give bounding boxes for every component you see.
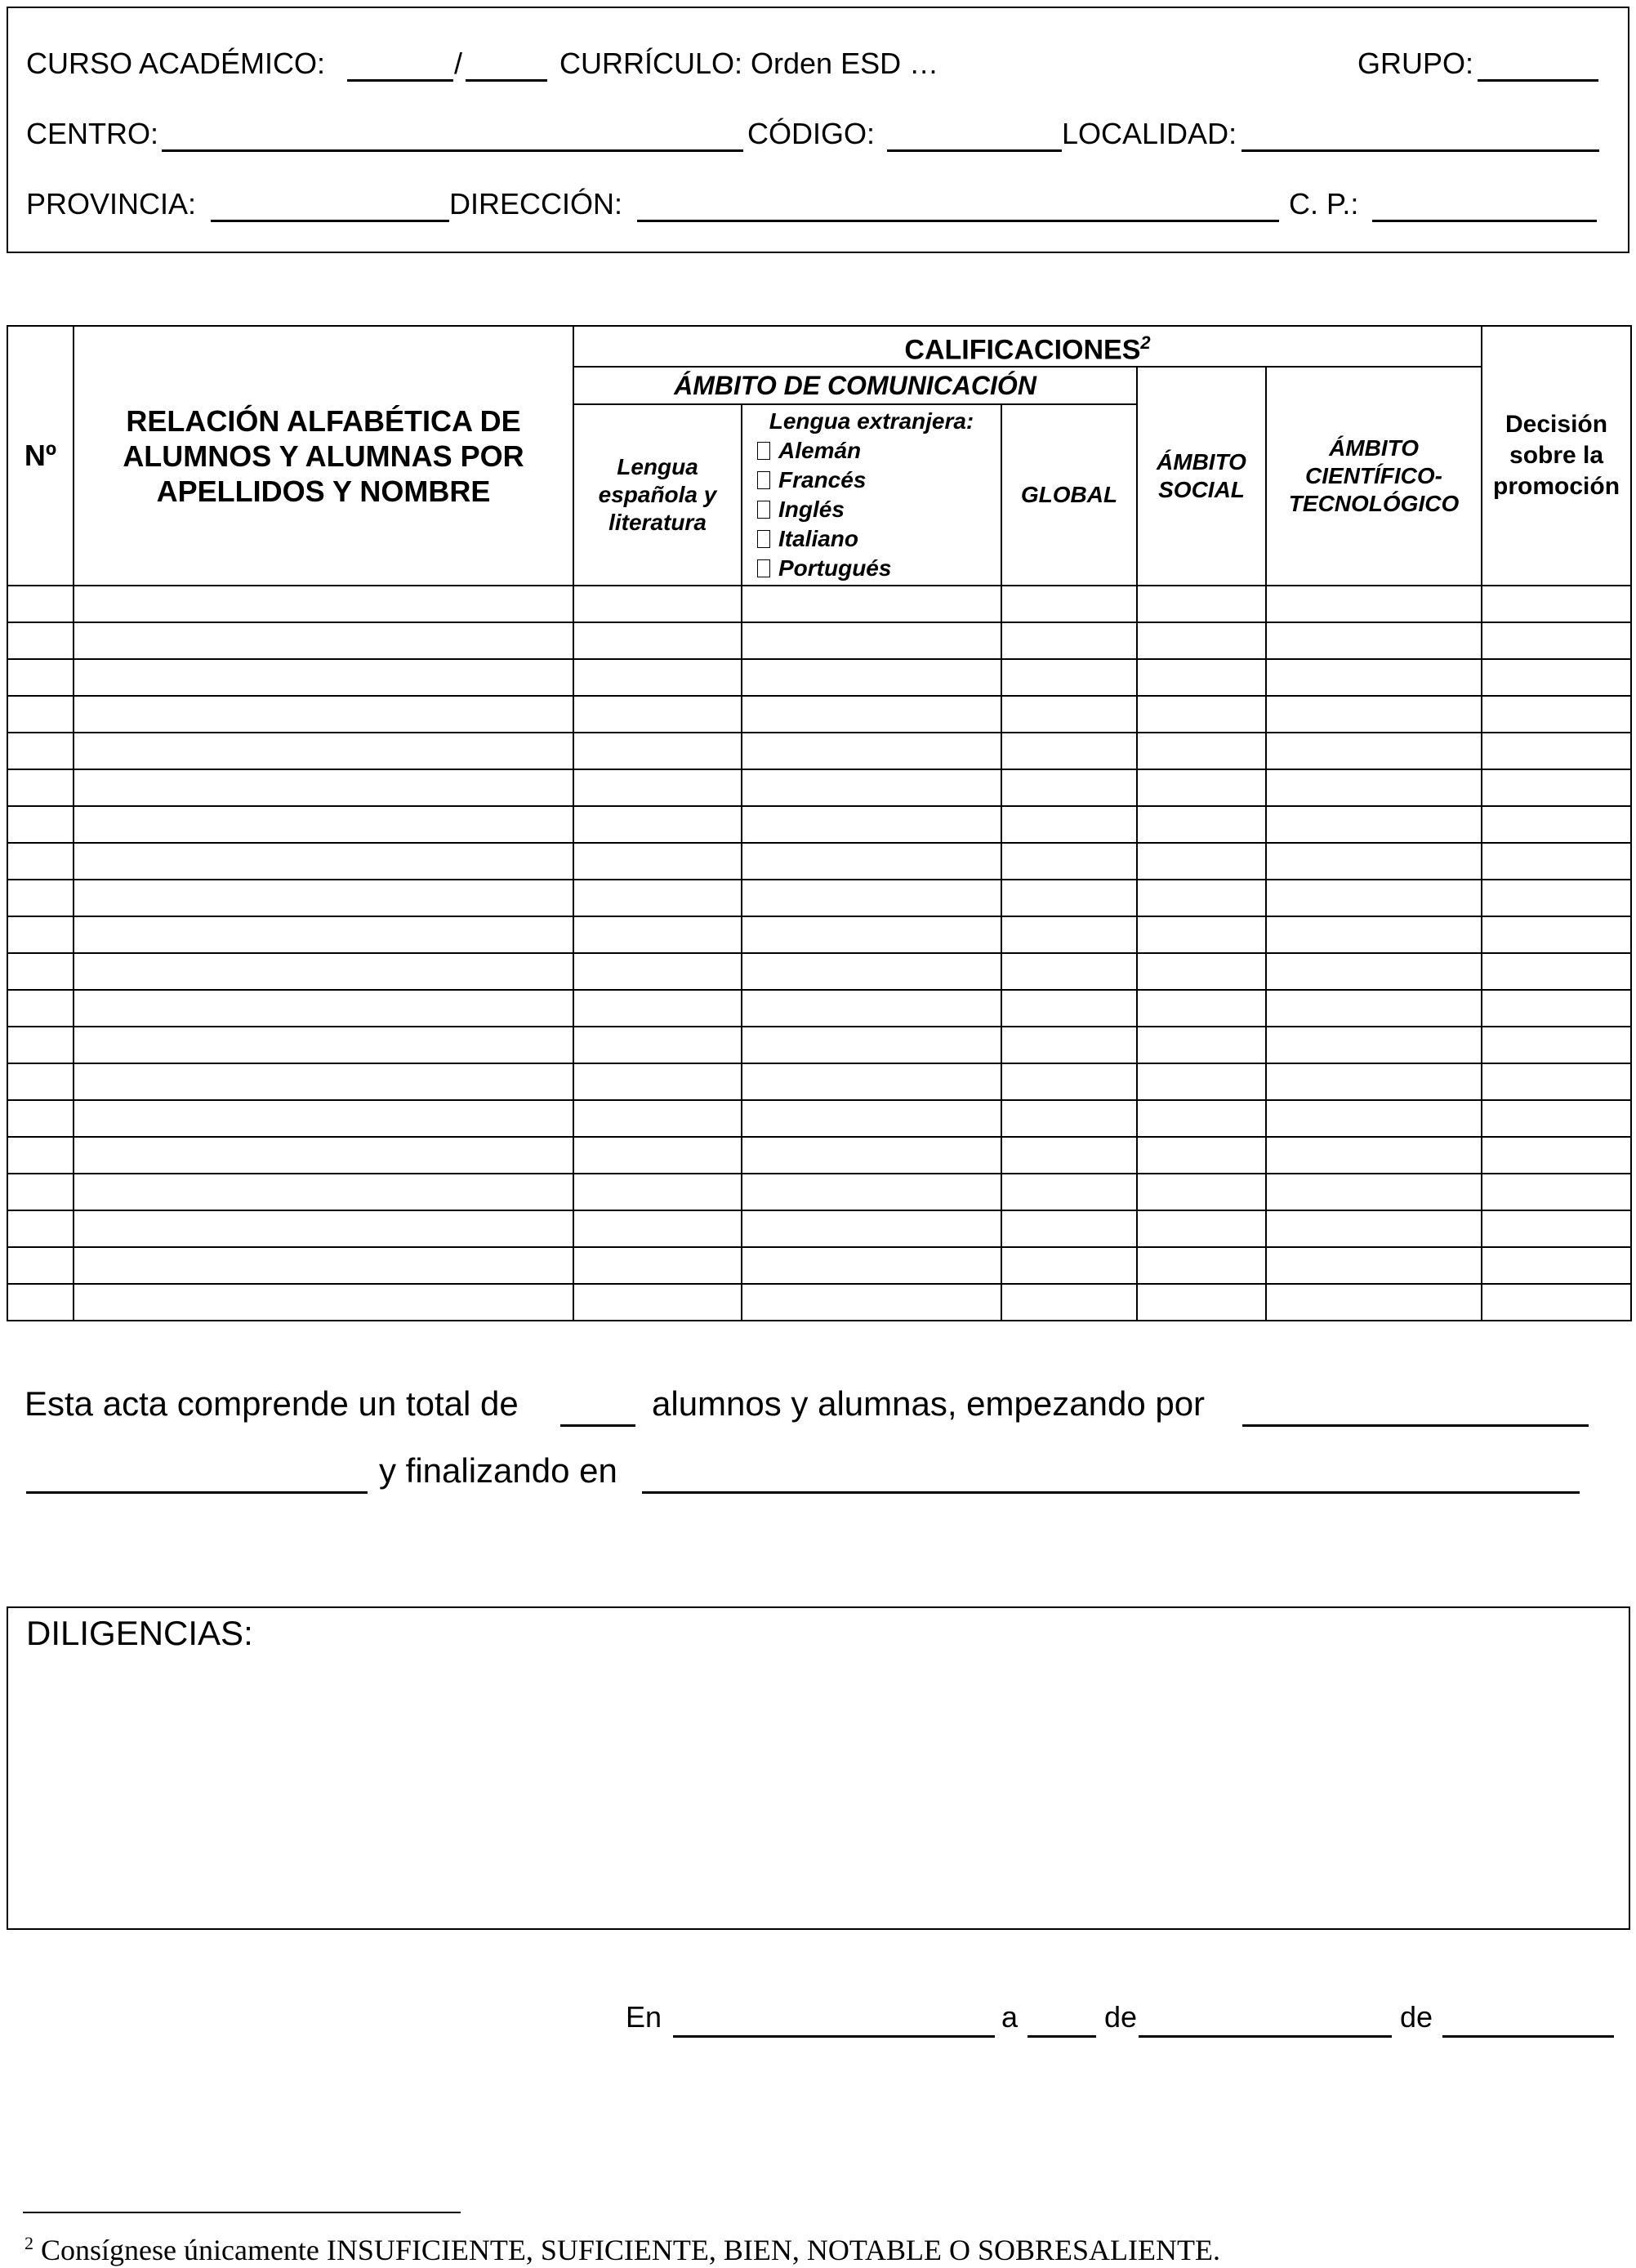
cell-ambito-social[interactable] xyxy=(1137,843,1266,880)
table-row xyxy=(7,1247,1631,1284)
header-global: GLOBAL xyxy=(1001,404,1137,586)
cell-ambito-cientifico[interactable] xyxy=(1266,953,1482,990)
cell-global[interactable] xyxy=(1001,880,1137,916)
curriculo-text: CURRÍCULO: Orden ESD … xyxy=(559,47,939,80)
cell-name[interactable] xyxy=(74,990,573,1027)
calificaciones-label: CALIFICACIONES xyxy=(904,334,1141,366)
header-calificaciones xyxy=(573,326,1482,367)
cell-decision[interactable] xyxy=(1482,806,1631,843)
lang-option-label: Portugués xyxy=(778,555,892,581)
grupo-field[interactable] xyxy=(1478,79,1598,82)
checkbox-icon[interactable] xyxy=(757,530,770,548)
cell-lengua-extranjera[interactable] xyxy=(742,916,1001,953)
header-box xyxy=(7,7,1629,253)
table-row xyxy=(7,659,1631,696)
cell-nro[interactable] xyxy=(7,953,74,990)
cell-lengua-espanola[interactable] xyxy=(573,953,742,990)
cell-lengua-extranjera[interactable] xyxy=(742,1027,1001,1063)
cell-global[interactable] xyxy=(1001,953,1137,990)
cell-lengua-espanola[interactable] xyxy=(573,622,742,659)
provincia-label: PROVINCIA: xyxy=(26,187,197,221)
summary-text-1: Esta acta comprende un total de xyxy=(25,1384,519,1423)
date-a-label: a xyxy=(1001,2000,1019,2034)
lang-option-label: Francés xyxy=(778,467,867,493)
cell-ambito-cientifico[interactable] xyxy=(1266,659,1482,696)
cell-name[interactable] xyxy=(74,953,573,990)
cell-ambito-cientifico[interactable] xyxy=(1266,1027,1482,1063)
cell-lengua-espanola[interactable] xyxy=(573,586,742,622)
cell-lengua-extranjera[interactable] xyxy=(742,586,1001,622)
cell-name[interactable] xyxy=(74,1063,573,1100)
cell-nro[interactable] xyxy=(7,1247,74,1284)
first-student-field[interactable] xyxy=(1242,1424,1589,1427)
footnote-rule xyxy=(23,2212,461,2213)
cell-decision[interactable] xyxy=(1482,696,1631,733)
cell-decision[interactable] xyxy=(1482,1027,1631,1063)
cell-name[interactable] xyxy=(74,696,573,733)
last-student-field[interactable] xyxy=(642,1491,1580,1494)
cell-name[interactable] xyxy=(74,1137,573,1174)
cell-lengua-extranjera[interactable] xyxy=(742,1063,1001,1100)
header-lengua-extranjera xyxy=(742,404,1001,586)
cell-ambito-cientifico[interactable] xyxy=(1266,843,1482,880)
header-nro: Nº xyxy=(7,326,74,586)
cell-ambito-social[interactable] xyxy=(1137,769,1266,806)
summary-line-1b xyxy=(652,1384,1205,1424)
cell-lengua-espanola[interactable] xyxy=(573,1027,742,1063)
table-row xyxy=(7,843,1631,880)
cell-lengua-extranjera[interactable] xyxy=(742,1210,1001,1247)
diligencias-label: DILIGENCIAS: xyxy=(26,1614,253,1652)
cell-lengua-extranjera[interactable] xyxy=(742,1247,1001,1284)
grades-table xyxy=(7,325,1632,1321)
cell-nro[interactable] xyxy=(7,1137,74,1174)
month-field[interactable] xyxy=(1139,2035,1392,2038)
cell-decision[interactable] xyxy=(1482,880,1631,916)
table-row xyxy=(7,1174,1631,1210)
cell-name[interactable] xyxy=(74,1247,573,1284)
cell-global[interactable] xyxy=(1001,990,1137,1027)
grades-body xyxy=(7,586,1631,1321)
header-line-curso xyxy=(8,46,1628,82)
cell-decision[interactable] xyxy=(1482,953,1631,990)
cell-ambito-cientifico[interactable] xyxy=(1266,733,1482,769)
diligencias-box[interactable] xyxy=(7,1606,1630,1930)
cell-nro[interactable] xyxy=(7,1027,74,1063)
year-field[interactable] xyxy=(1442,2035,1614,2038)
curso-label: CURSO ACADÉMICO: xyxy=(26,47,326,80)
cell-name[interactable] xyxy=(74,769,573,806)
cell-global[interactable] xyxy=(1001,733,1137,769)
cell-global[interactable] xyxy=(1001,1063,1137,1100)
table-row xyxy=(7,586,1631,622)
cell-name[interactable] xyxy=(74,659,573,696)
cell-decision[interactable] xyxy=(1482,916,1631,953)
cell-lengua-extranjera[interactable] xyxy=(742,1284,1001,1321)
cell-name[interactable] xyxy=(74,1210,573,1247)
cell-ambito-social[interactable] xyxy=(1137,586,1266,622)
cell-name[interactable] xyxy=(74,916,573,953)
cell-nro[interactable] xyxy=(7,1100,74,1137)
day-field[interactable] xyxy=(1028,2035,1096,2038)
cell-decision[interactable] xyxy=(1482,586,1631,622)
cell-lengua-espanola[interactable] xyxy=(573,769,742,806)
cell-decision[interactable] xyxy=(1482,990,1631,1027)
cell-global[interactable] xyxy=(1001,1174,1137,1210)
lang-option-label: Inglés xyxy=(778,497,845,523)
checkbox-icon[interactable] xyxy=(757,471,770,489)
cell-global[interactable] xyxy=(1001,622,1137,659)
cell-lengua-extranjera[interactable] xyxy=(742,843,1001,880)
direccion-label: DIRECCIÓN: xyxy=(449,187,623,221)
cell-lengua-extranjera[interactable] xyxy=(742,622,1001,659)
cp-field[interactable] xyxy=(1372,220,1597,222)
lengua-extranjera-title: Lengua extranjera: xyxy=(769,408,974,434)
cell-ambito-social[interactable] xyxy=(1137,1247,1266,1284)
cell-ambito-social[interactable] xyxy=(1137,733,1266,769)
cell-nro[interactable] xyxy=(7,843,74,880)
cell-ambito-social[interactable] xyxy=(1137,622,1266,659)
table-row xyxy=(7,953,1631,990)
cell-global[interactable] xyxy=(1001,1100,1137,1137)
table-row xyxy=(7,916,1631,953)
cell-lengua-espanola[interactable] xyxy=(573,1247,742,1284)
header-student-names: RELACIÓN ALFABÉTICA DE ALUMNOS Y ALUMNAS POR APELLIDOS Y NOMBRE xyxy=(74,326,573,586)
table-row xyxy=(7,769,1631,806)
cell-ambito-cientifico[interactable] xyxy=(1266,1174,1482,1210)
lang-option-frances[interactable] xyxy=(757,466,986,495)
date-en-label: En xyxy=(626,2000,662,2034)
cell-ambito-cientifico[interactable] xyxy=(1266,696,1482,733)
cell-nro[interactable] xyxy=(7,916,74,953)
lang-option-label: Italiano xyxy=(778,526,859,552)
cell-decision[interactable] xyxy=(1482,1100,1631,1137)
table-row xyxy=(7,1284,1631,1321)
cell-decision[interactable] xyxy=(1482,1137,1631,1174)
header-line-provincia xyxy=(8,186,1628,222)
summary-line-1 xyxy=(25,1384,519,1424)
cell-lengua-extranjera[interactable] xyxy=(742,1137,1001,1174)
cell-global[interactable] xyxy=(1001,1137,1137,1174)
direccion-field[interactable] xyxy=(637,220,1279,222)
header-decision: Decisión sobre la promoción xyxy=(1482,326,1631,586)
cell-global[interactable] xyxy=(1001,806,1137,843)
curso-year-end-field[interactable] xyxy=(466,79,547,82)
cell-global[interactable] xyxy=(1001,916,1137,953)
header-lengua-espanola: Lengua española y literatura xyxy=(573,404,742,586)
cell-nro[interactable] xyxy=(7,733,74,769)
cell-ambito-social[interactable] xyxy=(1137,1174,1266,1210)
cell-decision[interactable] xyxy=(1482,1174,1631,1210)
cell-nro[interactable] xyxy=(7,806,74,843)
cell-ambito-cientifico[interactable] xyxy=(1266,916,1482,953)
cell-global[interactable] xyxy=(1001,586,1137,622)
cell-ambito-cientifico[interactable] xyxy=(1266,622,1482,659)
curso-year-start-field[interactable] xyxy=(347,79,453,82)
cell-ambito-social[interactable] xyxy=(1137,990,1266,1027)
cell-global[interactable] xyxy=(1001,1210,1137,1247)
summary-text-2: alumnos y alumnas, empezando por xyxy=(652,1384,1206,1423)
cell-lengua-extranjera[interactable] xyxy=(742,1100,1001,1137)
cell-ambito-social[interactable] xyxy=(1137,1063,1266,1100)
cell-ambito-cientifico[interactable] xyxy=(1266,1284,1482,1321)
localidad-field[interactable] xyxy=(1241,149,1599,152)
cell-decision[interactable] xyxy=(1482,769,1631,806)
cell-lengua-espanola[interactable] xyxy=(573,1063,742,1100)
cell-decision[interactable] xyxy=(1482,1063,1631,1100)
cell-lengua-espanola[interactable] xyxy=(573,733,742,769)
cell-ambito-social[interactable] xyxy=(1137,1137,1266,1174)
cell-lengua-espanola[interactable] xyxy=(573,843,742,880)
cell-lengua-espanola[interactable] xyxy=(573,880,742,916)
cell-ambito-cientifico[interactable] xyxy=(1266,1247,1482,1284)
cell-lengua-extranjera[interactable] xyxy=(742,806,1001,843)
cell-lengua-espanola[interactable] xyxy=(573,1100,742,1137)
cell-nro[interactable] xyxy=(7,1063,74,1100)
cell-ambito-social[interactable] xyxy=(1137,1210,1266,1247)
header-ambito-comunicacion: ÁMBITO DE COMUNICACIÓN xyxy=(573,367,1137,404)
first-student-field-cont[interactable] xyxy=(26,1491,368,1494)
cell-ambito-social[interactable] xyxy=(1137,1100,1266,1137)
cell-global[interactable] xyxy=(1001,843,1137,880)
table-row xyxy=(7,806,1631,843)
cell-name[interactable] xyxy=(74,806,573,843)
centro-field[interactable] xyxy=(162,149,743,152)
lang-option-label: Alemán xyxy=(778,438,862,464)
summary-text-3: y finalizando en xyxy=(379,1451,617,1490)
calificaciones-footnote-ref: 2 xyxy=(1140,332,1151,353)
cell-nro[interactable] xyxy=(7,1284,74,1321)
cell-decision[interactable] xyxy=(1482,1284,1631,1321)
cell-name[interactable] xyxy=(74,622,573,659)
cell-ambito-social[interactable] xyxy=(1137,880,1266,916)
lang-option-aleman[interactable] xyxy=(757,436,986,466)
cell-lengua-extranjera[interactable] xyxy=(742,733,1001,769)
cell-lengua-extranjera[interactable] xyxy=(742,880,1001,916)
cell-ambito-social[interactable] xyxy=(1137,696,1266,733)
provincia-field[interactable] xyxy=(211,220,449,222)
cell-ambito-cientifico[interactable] xyxy=(1266,880,1482,916)
cell-lengua-espanola[interactable] xyxy=(573,806,742,843)
cell-ambito-cientifico[interactable] xyxy=(1266,1063,1482,1100)
cell-ambito-social[interactable] xyxy=(1137,1027,1266,1063)
cell-ambito-social[interactable] xyxy=(1137,806,1266,843)
place-field[interactable] xyxy=(673,2035,995,2038)
cell-decision[interactable] xyxy=(1482,622,1631,659)
cell-nro[interactable] xyxy=(7,622,74,659)
footnote xyxy=(25,2226,1220,2268)
cell-lengua-espanola[interactable] xyxy=(573,659,742,696)
cell-ambito-cientifico[interactable] xyxy=(1266,990,1482,1027)
cell-ambito-cientifico[interactable] xyxy=(1266,1210,1482,1247)
summary-line-2 xyxy=(379,1450,617,1491)
cell-ambito-social[interactable] xyxy=(1137,953,1266,990)
cell-ambito-social[interactable] xyxy=(1137,916,1266,953)
table-row xyxy=(7,1137,1631,1174)
codigo-label: CÓDIGO: xyxy=(747,117,876,150)
checkbox-icon[interactable] xyxy=(757,501,770,519)
table-row xyxy=(7,990,1631,1027)
cell-name[interactable] xyxy=(74,880,573,916)
cell-name[interactable] xyxy=(74,1174,573,1210)
table-row xyxy=(7,1210,1631,1247)
cell-lengua-extranjera[interactable] xyxy=(742,696,1001,733)
cell-global[interactable] xyxy=(1001,769,1137,806)
cell-name[interactable] xyxy=(74,586,573,622)
table-row xyxy=(7,733,1631,769)
cell-nro[interactable] xyxy=(7,990,74,1027)
cell-nro[interactable] xyxy=(7,659,74,696)
table-row xyxy=(7,880,1631,916)
cell-lengua-extranjera[interactable] xyxy=(742,1174,1001,1210)
cell-nro[interactable] xyxy=(7,1174,74,1210)
cell-global[interactable] xyxy=(1001,1284,1137,1321)
lang-option-italiano[interactable] xyxy=(757,524,986,554)
cell-ambito-cientifico[interactable] xyxy=(1266,806,1482,843)
cell-decision[interactable] xyxy=(1482,843,1631,880)
cell-lengua-espanola[interactable] xyxy=(573,990,742,1027)
cell-global[interactable] xyxy=(1001,696,1137,733)
cell-decision[interactable] xyxy=(1482,1210,1631,1247)
cell-lengua-extranjera[interactable] xyxy=(742,659,1001,696)
cell-name[interactable] xyxy=(74,733,573,769)
cell-name[interactable] xyxy=(74,843,573,880)
cell-lengua-extranjera[interactable] xyxy=(742,990,1001,1027)
checkbox-icon[interactable] xyxy=(757,559,770,577)
cell-decision[interactable] xyxy=(1482,733,1631,769)
cell-lengua-extranjera[interactable] xyxy=(742,953,1001,990)
table-row xyxy=(7,1100,1631,1137)
cell-lengua-espanola[interactable] xyxy=(573,916,742,953)
cell-lengua-espanola[interactable] xyxy=(573,1210,742,1247)
cell-decision[interactable] xyxy=(1482,1247,1631,1284)
table-row xyxy=(7,1027,1631,1063)
footnote-text: Consígnese únicamente INSUFICIENTE, SUFICIENTE, BIEN, NOTABLE O SOBRESALIENTE. xyxy=(41,2234,1220,2266)
cell-name[interactable] xyxy=(74,1100,573,1137)
codigo-field[interactable] xyxy=(887,149,1062,152)
checkbox-icon[interactable] xyxy=(757,442,770,460)
header-line-centro xyxy=(8,116,1628,152)
localidad-label: LOCALIDAD: xyxy=(1062,117,1237,150)
date-de-label-1: de xyxy=(1104,2000,1138,2034)
cell-lengua-espanola[interactable] xyxy=(573,1284,742,1321)
table-row xyxy=(7,622,1631,659)
cell-ambito-cientifico[interactable] xyxy=(1266,769,1482,806)
cell-global[interactable] xyxy=(1001,1247,1137,1284)
header-ambito-cientifico: ÁMBITO CIENTÍFICO-TECNOLÓGICO xyxy=(1266,367,1482,586)
cell-ambito-social[interactable] xyxy=(1137,1284,1266,1321)
cell-name[interactable] xyxy=(74,1027,573,1063)
cell-nro[interactable] xyxy=(7,880,74,916)
cell-nro[interactable] xyxy=(7,696,74,733)
cell-global[interactable] xyxy=(1001,1027,1137,1063)
cell-nro[interactable] xyxy=(7,769,74,806)
table-row xyxy=(7,1063,1631,1100)
curso-separator: / xyxy=(454,47,463,80)
header-ambito-social: ÁMBITO SOCIAL xyxy=(1137,367,1266,586)
centro-label: CENTRO: xyxy=(26,117,158,150)
footnote-marker: 2 xyxy=(25,2233,33,2253)
cell-lengua-espanola[interactable] xyxy=(573,1174,742,1210)
cell-lengua-extranjera[interactable] xyxy=(742,769,1001,806)
date-de-label-2: de xyxy=(1400,2000,1433,2034)
cp-label: C. P.: xyxy=(1289,187,1359,221)
cell-decision[interactable] xyxy=(1482,659,1631,696)
cell-lengua-espanola[interactable] xyxy=(573,696,742,733)
cell-nro[interactable] xyxy=(7,586,74,622)
cell-nro[interactable] xyxy=(7,1210,74,1247)
lang-option-portugues[interactable] xyxy=(757,554,986,583)
cell-ambito-cientifico[interactable] xyxy=(1266,1100,1482,1137)
total-students-field[interactable] xyxy=(560,1424,635,1427)
cell-ambito-cientifico[interactable] xyxy=(1266,586,1482,622)
table-row xyxy=(7,696,1631,733)
cell-ambito-social[interactable] xyxy=(1137,659,1266,696)
grupo-label: GRUPO: xyxy=(1357,47,1474,80)
lang-option-ingles[interactable] xyxy=(757,495,986,524)
cell-name[interactable] xyxy=(74,1284,573,1321)
cell-global[interactable] xyxy=(1001,659,1137,696)
cell-ambito-cientifico[interactable] xyxy=(1266,1137,1482,1174)
cell-lengua-espanola[interactable] xyxy=(573,1137,742,1174)
